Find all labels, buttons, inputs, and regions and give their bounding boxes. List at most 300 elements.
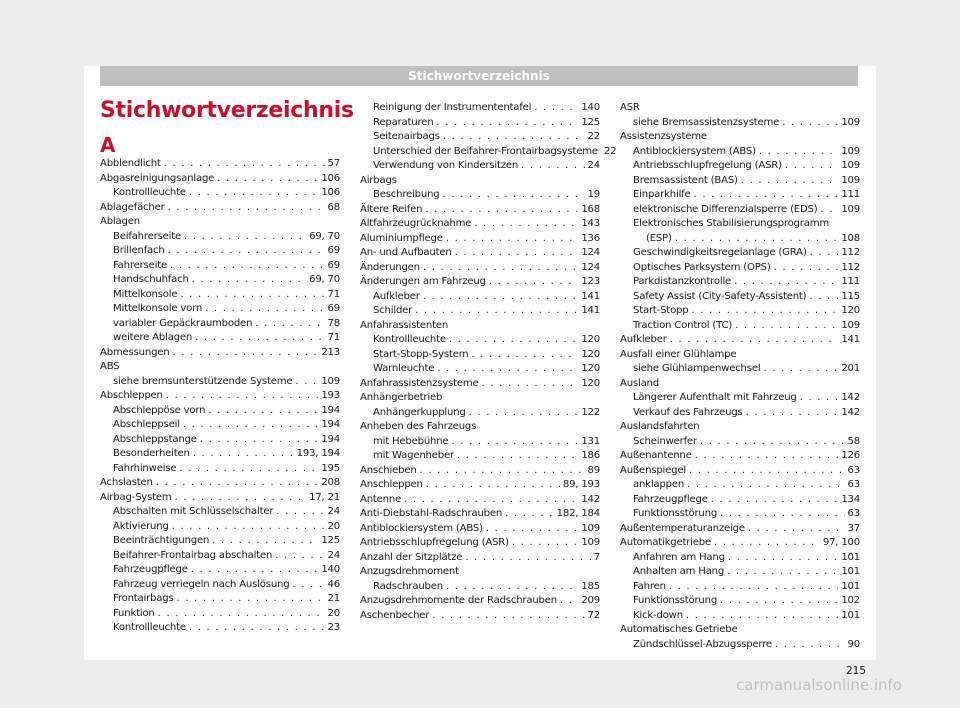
index-entry xyxy=(633,390,860,405)
index-entry xyxy=(373,361,600,376)
leader-dots xyxy=(695,448,839,463)
entry-page: 193, 194 xyxy=(296,448,340,459)
entry-label: Beifahrerseite xyxy=(113,230,182,242)
index-entry xyxy=(360,231,600,246)
entry-page: 89 xyxy=(587,464,600,476)
entry-label: Zündschlüssel-Abzugssperre xyxy=(633,638,772,650)
index-entry: Ausland xyxy=(620,377,659,389)
entry-label: siehe Bremsassistenzsysteme xyxy=(633,116,780,128)
index-entry xyxy=(113,301,340,316)
leader-dots xyxy=(166,388,319,403)
entry-label: Beeinträchtigungen xyxy=(113,535,210,546)
entry-page: 208 xyxy=(321,477,340,488)
index-entry xyxy=(633,245,860,260)
entry-label: elektronische Differenzialsperre (EDS) xyxy=(633,203,818,215)
entry-label: anklappen xyxy=(633,479,685,490)
entry-page: 213 xyxy=(321,346,340,358)
entry-page: 69 xyxy=(327,303,340,314)
entry-page: 89, 193 xyxy=(562,479,600,490)
leader-dots xyxy=(711,492,839,507)
entry-page: 101 xyxy=(841,609,860,621)
leader-dots xyxy=(785,158,838,173)
leader-dots xyxy=(184,229,306,244)
entry-page: 140 xyxy=(321,564,340,575)
entry-label: Seitenairbags xyxy=(373,131,440,142)
leader-dots xyxy=(443,129,585,144)
entry-page: 101 xyxy=(841,566,860,577)
entry-label: Abschalten mit Schlüsselschalter xyxy=(113,506,274,517)
entry-page: 185 xyxy=(581,580,600,592)
entry-label: Antiblockiersystem (ABS) xyxy=(360,522,483,534)
leader-dots xyxy=(810,245,839,260)
page-title: Stichwortverzeichnis xyxy=(100,98,354,123)
index-entry xyxy=(633,303,860,318)
entry-page: 20 xyxy=(327,607,340,619)
entry-label: Beschreibung xyxy=(373,189,440,200)
entry-page: 7 xyxy=(593,551,600,563)
leader-dots xyxy=(728,550,839,565)
leader-dots xyxy=(759,144,838,159)
leader-dots xyxy=(420,463,585,478)
entry-page: 142 xyxy=(841,392,860,403)
leader-dots xyxy=(177,591,325,606)
entry-label: Kick-down xyxy=(633,609,683,621)
index-entry xyxy=(360,245,600,260)
leader-dots xyxy=(404,492,578,507)
leader-dots xyxy=(782,115,838,130)
leader-dots xyxy=(170,258,325,273)
entry-label: Außenspiegel xyxy=(620,464,686,476)
entry-label: Anfahrassistenzsysteme xyxy=(360,377,479,389)
index-entry xyxy=(100,156,340,171)
index-entry xyxy=(633,637,860,652)
entry-page: 124 xyxy=(581,261,600,273)
entry-label: Mittelkonsole xyxy=(113,288,178,300)
entry-label: Start-Stopp xyxy=(633,305,689,316)
entry-label: Anti-Diebstahl-Radschrauben xyxy=(360,508,503,519)
index-entry xyxy=(633,260,860,275)
leader-dots xyxy=(763,361,838,376)
entry-page: 194 xyxy=(321,404,340,416)
leader-dots xyxy=(489,274,578,289)
leader-dots xyxy=(189,620,325,635)
entry-page: 109 xyxy=(841,145,860,157)
index-entry xyxy=(633,477,860,492)
entry-page: 69, 70 xyxy=(309,230,340,242)
leader-dots xyxy=(451,434,578,449)
leader-dots xyxy=(432,608,584,623)
entry-page: 120 xyxy=(581,334,600,345)
index-entry xyxy=(113,461,340,476)
entry-page: 24 xyxy=(327,506,340,517)
leader-dots xyxy=(720,593,838,608)
entry-label: Verkauf des Fahrzeugs xyxy=(633,406,743,418)
leader-dots xyxy=(437,361,578,376)
leader-dots xyxy=(191,562,319,577)
entry-label: Unterschied der Beifahrer-Frontairbagsysteme xyxy=(373,145,598,157)
entry-label: Aufkleber xyxy=(620,334,667,345)
entry-label: Brillenfach xyxy=(113,245,165,256)
leader-dots xyxy=(200,432,319,447)
entry-page: 168 xyxy=(581,203,600,215)
leader-dots xyxy=(172,345,318,360)
index-entry xyxy=(360,260,600,275)
index-entry xyxy=(113,287,340,302)
index-entry xyxy=(113,504,340,519)
entry-label: Verwendung von Kindersitzen xyxy=(373,160,519,171)
index-entry: ABS xyxy=(100,361,120,372)
index-entry: ASR xyxy=(620,102,640,113)
entry-label: Ältere Reifen xyxy=(360,203,423,215)
entry-label: Besonderheiten xyxy=(113,448,190,459)
entry-page: 109 xyxy=(841,160,860,171)
entry-label: Automatikgetriebe xyxy=(620,537,712,548)
entry-label: siehe Glühlampenwechsel xyxy=(633,363,761,374)
index-entry xyxy=(360,492,600,507)
entry-page: 101 xyxy=(841,580,860,592)
entry-label: Start-Stopp-System xyxy=(373,348,469,360)
index-entry xyxy=(113,374,340,389)
entry-label: Fahrzeugpflege xyxy=(113,564,188,575)
entry-label: Radschrauben xyxy=(373,580,443,592)
entry-label: Mittelkonsole vorn xyxy=(113,303,203,314)
index-entry xyxy=(113,185,340,200)
entry-page: 115 xyxy=(841,290,860,302)
leader-dots xyxy=(415,303,578,318)
entry-page: 69, 70 xyxy=(309,274,340,285)
entry-label: Optisches Parksystem (OPS) xyxy=(633,261,771,273)
leader-dots xyxy=(727,564,838,579)
entry-label: Scheinwerfer xyxy=(633,435,697,447)
leader-dots xyxy=(172,519,325,534)
index-entry: Ablagen xyxy=(100,216,140,227)
leader-dots xyxy=(192,272,306,287)
index-entry xyxy=(620,535,860,550)
index-entry: Anzugsdrehmoment xyxy=(360,566,459,577)
entry-page: 195 xyxy=(321,462,340,474)
entry-label: Antriebsschlupfregelung (ASR) xyxy=(633,160,782,171)
index-entry xyxy=(373,144,617,159)
leader-dots xyxy=(189,185,318,200)
entry-page: 108 xyxy=(841,232,860,244)
index-entry xyxy=(113,258,340,273)
leader-dots xyxy=(741,173,839,188)
entry-label: Änderungen xyxy=(360,261,420,273)
entry-page: 141 xyxy=(581,305,600,316)
entry-label: Anschleppen xyxy=(360,479,423,490)
index-entry: Automatisches Getriebe xyxy=(620,624,738,635)
leader-dots xyxy=(700,434,845,449)
index-entry xyxy=(373,303,600,318)
index-entry xyxy=(360,521,600,536)
index-entry xyxy=(633,579,860,594)
entry-page: 112 xyxy=(841,247,860,258)
index-entry xyxy=(113,591,340,606)
index-entry xyxy=(113,446,340,461)
entry-label: Antriebsschlupfregelung (ASR) xyxy=(360,537,509,548)
leader-dots xyxy=(446,579,578,594)
leader-dots xyxy=(694,187,839,202)
entry-label: Ablagefächer xyxy=(100,201,165,213)
entry-label: Warnleuchte xyxy=(373,363,435,374)
entry-label: Achslasten xyxy=(100,477,153,488)
index-entry xyxy=(360,216,600,231)
index-entry: Auslandsfahrten xyxy=(620,421,700,432)
leader-dots xyxy=(205,301,324,316)
entry-page: 120 xyxy=(841,305,860,316)
leader-dots xyxy=(486,521,578,536)
index-entry xyxy=(360,202,600,217)
leader-dots xyxy=(689,463,845,478)
index-entry xyxy=(633,593,860,608)
leader-dots xyxy=(471,347,578,362)
leader-dots xyxy=(183,417,319,432)
entry-label: Fahren xyxy=(633,580,666,592)
entry-label: Bremsassistent (BAS) xyxy=(633,174,738,186)
entry-label: An- und Aufbauten xyxy=(360,247,452,258)
leader-dots xyxy=(179,461,318,476)
entry-label: Altfahrzeugrücknahme xyxy=(360,218,472,229)
index-entry: Airbags xyxy=(360,174,397,186)
leader-dots xyxy=(208,403,318,418)
leader-dots xyxy=(449,332,578,347)
leader-dots xyxy=(746,405,839,420)
entry-page: 72 xyxy=(587,609,600,621)
index-entry xyxy=(113,562,340,577)
entry-label: mit Hebebühne xyxy=(373,435,449,447)
leader-dots xyxy=(180,287,324,302)
entry-page: 186 xyxy=(581,450,600,461)
entry-page: 46 xyxy=(327,578,340,590)
entry-page: 69 xyxy=(327,245,340,256)
page-number: 215 xyxy=(846,665,867,677)
index-entry xyxy=(633,274,860,289)
index-entry xyxy=(633,289,860,304)
entry-page: 57 xyxy=(327,158,340,169)
index-entry xyxy=(633,506,860,521)
leader-dots xyxy=(821,202,839,217)
index-entry xyxy=(113,620,340,635)
entry-page: 124 xyxy=(581,247,600,258)
leader-dots xyxy=(560,593,578,608)
leader-dots xyxy=(465,550,590,565)
entry-page: 102 xyxy=(841,595,860,606)
leader-dots xyxy=(675,231,839,246)
entry-page: 58 xyxy=(847,435,860,447)
index-entry xyxy=(373,115,600,130)
leader-dots xyxy=(255,316,324,331)
entry-label: (ESP) xyxy=(646,232,672,244)
leader-dots xyxy=(217,171,318,186)
index-entry xyxy=(633,434,860,449)
entry-page: 22 xyxy=(603,145,617,157)
entry-page: 21 xyxy=(327,593,340,604)
entry-page: 106 xyxy=(321,187,340,198)
entry-page: 112 xyxy=(841,261,860,273)
index-entry xyxy=(360,274,600,289)
entry-page: 194 xyxy=(321,419,340,430)
leader-dots xyxy=(195,330,324,345)
index-entry xyxy=(633,361,860,376)
entry-label: Antiblockiersystem (ABS) xyxy=(633,145,756,157)
leader-dots xyxy=(212,533,318,548)
leader-dots xyxy=(521,158,585,173)
index-entry xyxy=(360,550,600,565)
index-entry xyxy=(100,171,340,186)
entry-label: Reinigung der Instrumententafel xyxy=(373,102,532,113)
leader-dots xyxy=(275,548,324,563)
index-entry xyxy=(360,593,600,608)
entry-label: Schilder xyxy=(373,305,413,316)
index-entry xyxy=(646,231,860,246)
entry-label: mit Wagenheber xyxy=(373,450,454,461)
leader-dots xyxy=(168,243,325,258)
index-entry xyxy=(100,345,340,360)
entry-page: 120 xyxy=(581,363,600,374)
leader-dots xyxy=(734,274,838,289)
leader-dots xyxy=(482,376,579,391)
entry-page: 68 xyxy=(327,201,340,213)
leader-dots xyxy=(505,506,554,521)
leader-dots xyxy=(775,637,845,652)
index-entry xyxy=(360,376,600,391)
leader-dots xyxy=(687,477,845,492)
index-entry xyxy=(360,608,600,623)
entry-label: Fahrerseite xyxy=(113,259,167,271)
entry-page: 22 xyxy=(587,131,600,142)
index-entry: Anheben des Fahrzeugs xyxy=(360,421,477,432)
leader-dots xyxy=(691,303,838,318)
leader-dots xyxy=(446,231,579,246)
entry-page: 141 xyxy=(841,334,860,345)
entry-page: 78 xyxy=(327,317,340,329)
entry-label: Abschleppen xyxy=(100,390,163,401)
entry-label: Handschuhfach xyxy=(113,274,189,285)
index-entry xyxy=(113,533,340,548)
leader-dots xyxy=(669,579,839,594)
index-entry xyxy=(113,577,340,592)
entry-page: 193 xyxy=(321,390,340,401)
entry-page: 101 xyxy=(841,551,860,563)
entry-label: Außentemperaturanzeige xyxy=(620,522,745,534)
leader-dots xyxy=(720,506,845,521)
index-entry xyxy=(373,187,600,202)
leader-dots xyxy=(158,606,325,621)
entry-label: Abschleppöse vorn xyxy=(113,404,206,416)
entry-page: 182, 184 xyxy=(556,508,600,519)
entry-page: 19 xyxy=(587,189,600,200)
index-entry xyxy=(100,490,340,505)
entry-page: 109 xyxy=(841,203,860,215)
entry-label: siehe bremsunterstützende Systeme xyxy=(113,375,293,387)
entry-label: Aktivierung xyxy=(113,520,169,532)
index-entry: Anfahrassistenten xyxy=(360,319,449,331)
entry-page: 142 xyxy=(841,406,860,418)
entry-label: Anzahl der Sitzplätze xyxy=(360,551,463,563)
entry-page: 201 xyxy=(841,363,860,374)
index-entry xyxy=(633,608,860,623)
leader-dots xyxy=(748,521,845,536)
index-entry xyxy=(373,158,600,173)
leader-dots xyxy=(774,260,839,275)
entry-page: 136 xyxy=(581,232,600,244)
entry-page: 20 xyxy=(327,520,340,532)
index-entry xyxy=(633,173,860,188)
index-entry xyxy=(633,564,860,579)
entry-label: Kontrollleuchte xyxy=(373,334,446,345)
page-header: Stichwortverzeichnis xyxy=(100,66,858,86)
index-entry xyxy=(113,229,340,244)
index-entry xyxy=(373,289,600,304)
entry-page: 109 xyxy=(841,319,860,331)
index-entry xyxy=(620,463,860,478)
entry-page: 141 xyxy=(581,290,600,302)
entry-page: 69 xyxy=(327,259,340,271)
leader-dots xyxy=(457,448,578,463)
entry-label: Aluminiumpflege xyxy=(360,232,443,244)
entry-label: Anzugsdrehmomente der Radschrauben xyxy=(360,595,557,606)
index-entry xyxy=(373,100,600,115)
index-entry xyxy=(633,202,860,217)
entry-label: Aschenbecher xyxy=(360,609,430,621)
index-entry xyxy=(100,475,340,490)
index-entry xyxy=(620,521,860,536)
entry-label: Fahrzeug verriegeln nach Auslösung xyxy=(113,578,290,590)
index-entry xyxy=(360,535,600,550)
index-entry xyxy=(373,434,600,449)
entry-label: Abschleppstange xyxy=(113,433,197,445)
index-entry xyxy=(373,347,600,362)
entry-page: 90 xyxy=(847,638,860,650)
entry-page: 125 xyxy=(581,116,600,128)
index-entry xyxy=(633,187,860,202)
entry-page: 140 xyxy=(581,102,600,113)
entry-page: 97, 100 xyxy=(822,537,860,548)
entry-page: 120 xyxy=(581,348,600,360)
leader-dots xyxy=(469,405,579,420)
entry-label: Beifahrer-Frontairbag abschalten xyxy=(113,549,273,561)
entry-page: 63 xyxy=(847,508,860,519)
entry-label: weitere Ablagen xyxy=(113,332,193,343)
entry-label: Kontrollleuchte xyxy=(113,187,186,198)
watermark: carmanualsonline.info xyxy=(736,676,902,694)
entry-label: Anhängerkupplung xyxy=(373,406,466,418)
leader-dots xyxy=(735,318,838,333)
entry-page: 143 xyxy=(581,218,600,229)
index-entry xyxy=(633,405,860,420)
entry-label: Abblendlicht xyxy=(100,158,161,169)
leader-dots xyxy=(426,477,560,492)
leader-dots xyxy=(423,260,578,275)
leader-dots xyxy=(292,577,324,592)
entry-page: 142 xyxy=(581,493,600,505)
leader-dots xyxy=(443,187,585,202)
entry-label: Antenne xyxy=(360,493,402,505)
leader-dots xyxy=(175,490,307,505)
leader-dots xyxy=(512,535,578,550)
entry-label: Aufkleber xyxy=(373,290,420,302)
index-entry xyxy=(113,606,340,621)
entry-page: 24 xyxy=(587,160,600,171)
index-entry xyxy=(633,318,860,333)
leader-dots xyxy=(686,608,838,623)
index-entry xyxy=(620,448,860,463)
index-entry xyxy=(113,316,340,331)
index-entry: Ausfall einer Glühlampe xyxy=(620,348,737,360)
index-entry xyxy=(633,144,860,159)
index-entry xyxy=(113,432,340,447)
index-entry xyxy=(100,388,340,403)
